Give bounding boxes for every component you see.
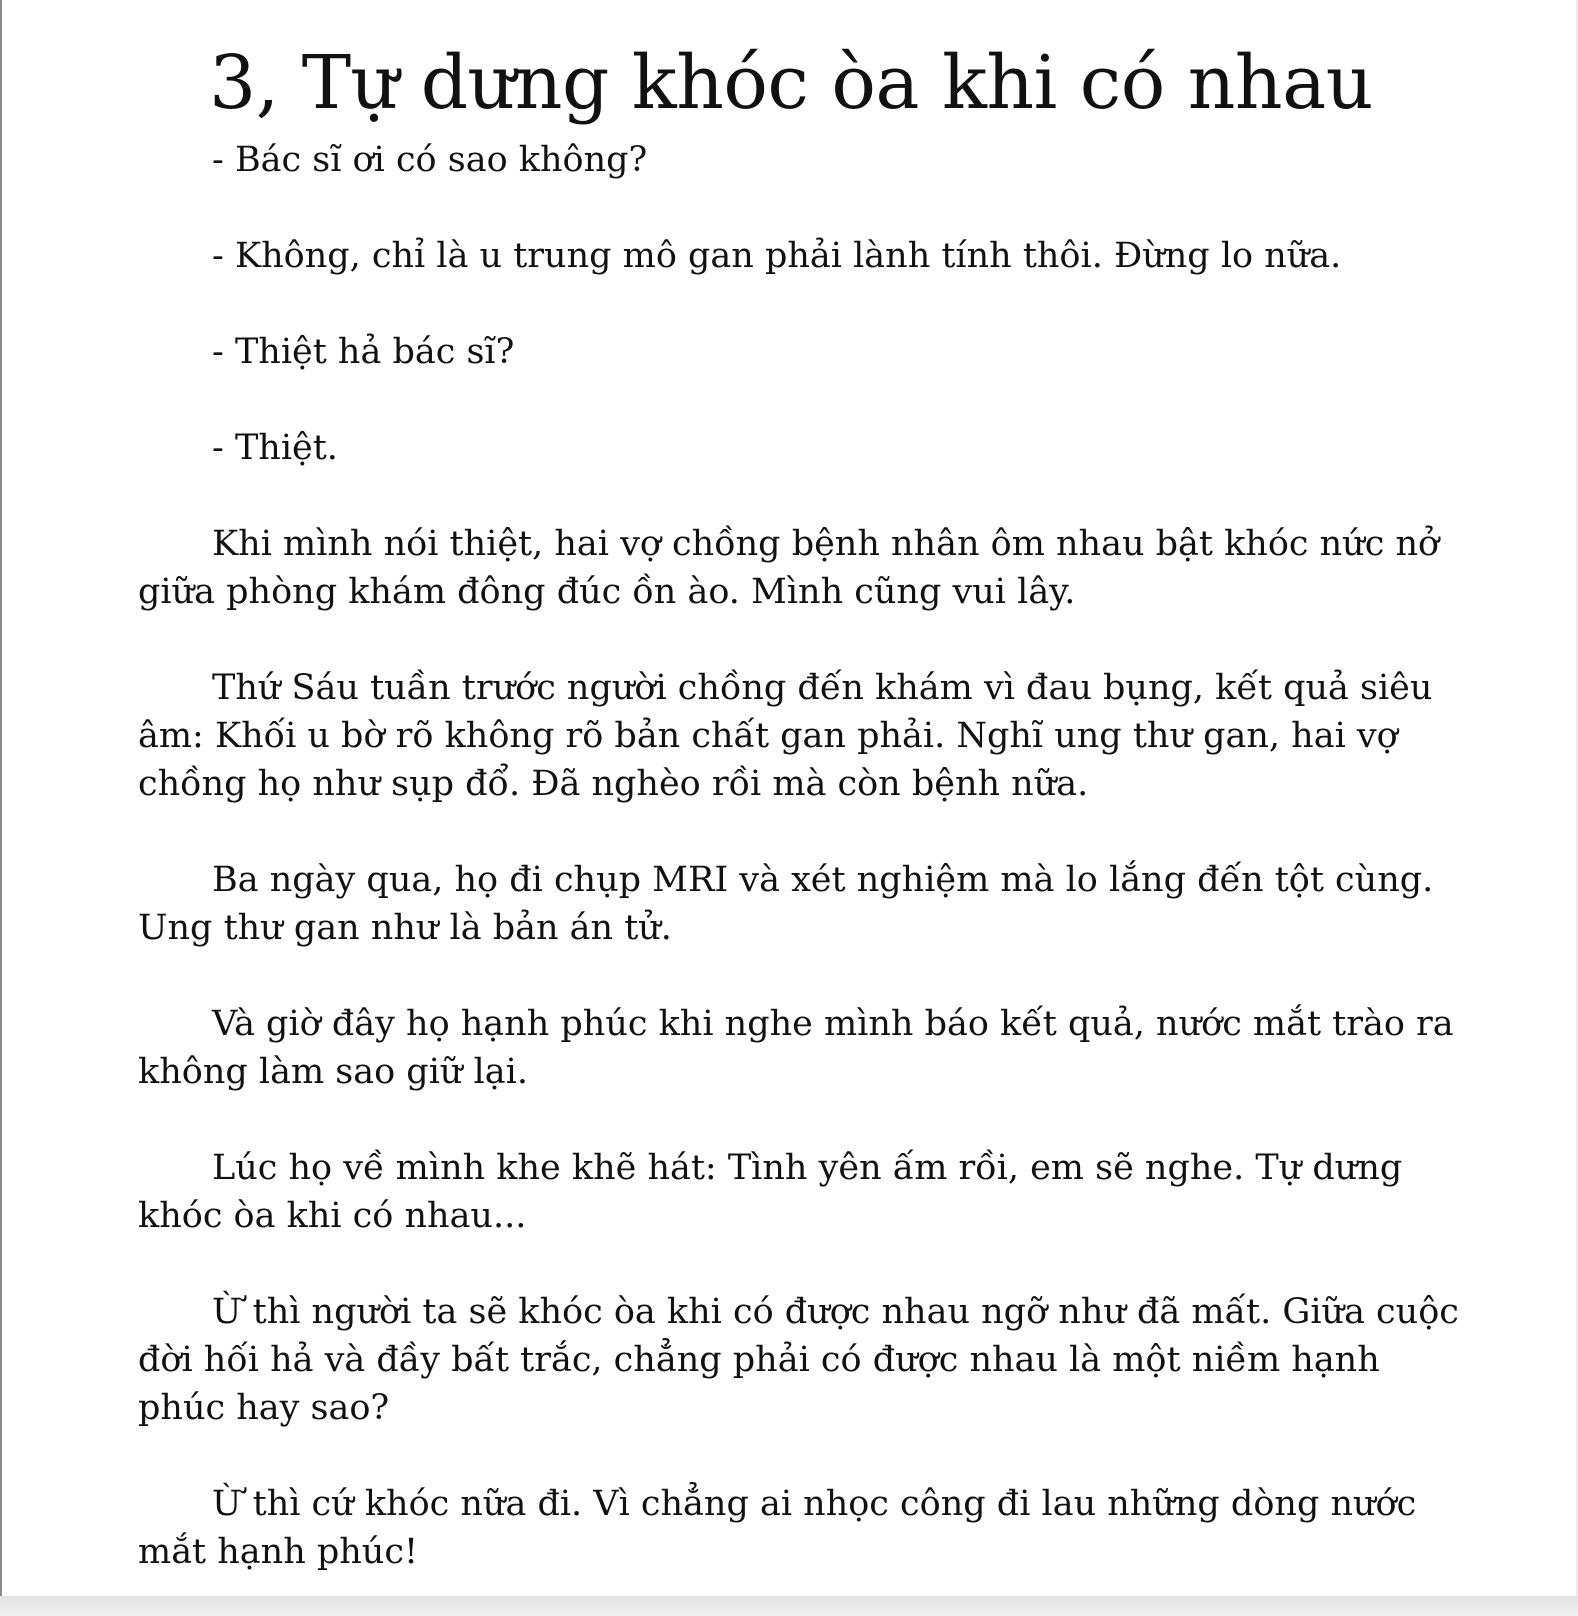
paragraph-2: - Không, chỉ là u trung mô gan phải lành tính thôi. Đừng lo nữa. <box>212 236 1342 276</box>
document-body <box>138 136 1468 1576</box>
paragraph-6: Thứ Sáu tuần trước người chồng đến khám vì đau bụng, kết quả siêu âm: Khối u bờ rõ không rõ bản chất gan phải. Nghĩ ung thư gan, hai vợ chồng họ như sụp đổ. Đã nghèo rồi mà còn bệnh nữa. <box>138 668 1433 804</box>
paragraph-4: - Thiệt. <box>212 428 338 468</box>
paragraph-1: - Bác sĩ ơi có sao không? <box>212 140 648 180</box>
page-bottom-shadow <box>0 1596 1578 1616</box>
paragraph-9: Lúc họ về mình khe khẽ hát: Tình yên ấm rồi, em sẽ nghe. Tự dưng khóc òa khi có nhau... <box>138 1148 1403 1236</box>
paragraph-3: - Thiệt hả bác sĩ? <box>212 332 515 372</box>
paragraph-11: Ừ thì cứ khóc nữa đi. Vì chẳng ai nhọc công đi lau những dòng nước mắt hạnh phúc! <box>138 1484 1417 1572</box>
paragraph-5: Khi mình nói thiệt, hai vợ chồng bệnh nhân ôm nhau bật khóc nức nở giữa phòng khám đông đúc ồn ào. Mình cũng vui lây. <box>138 524 1440 612</box>
page-title: 3, Tự dưng khóc òa khi có nhau <box>209 40 1373 126</box>
paragraph-7: Ba ngày qua, họ đi chụp MRI và xét nghiệm mà lo lắng đến tột cùng. Ung thư gan như là bản án tử. <box>138 860 1434 948</box>
paragraph-10: Ừ thì người ta sẽ khóc òa khi có được nhau ngỡ như đã mất. Giữa cuộc đời hối hả và đầy bất trắc, chẳng phải có được nhau là một niềm hạnh phúc hay sao? <box>138 1292 1459 1428</box>
paragraph-8: Và giờ đây họ hạnh phúc khi nghe mình báo kết quả, nước mắt trào ra không làm sao giữ lại. <box>138 1004 1454 1092</box>
